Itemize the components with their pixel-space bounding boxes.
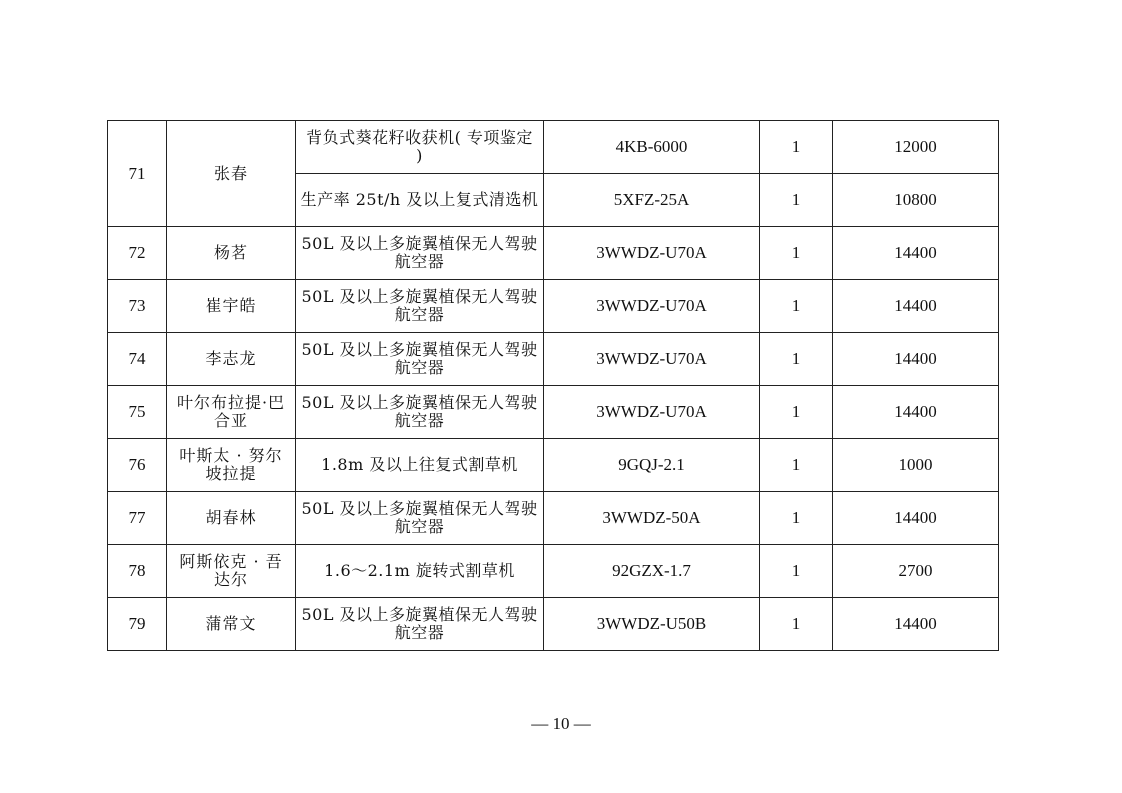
cell-machine-model: 92GZX-1.7 xyxy=(544,545,760,598)
cell-serial-number: 73 xyxy=(108,280,167,333)
cell-subsidy-amount: 1000 xyxy=(833,439,999,492)
page-number: — 10 — xyxy=(531,714,591,733)
table-row xyxy=(108,492,999,545)
cell-applicant-name: 叶尔布拉提·巴合亚 xyxy=(167,386,296,439)
table-row xyxy=(108,280,999,333)
subsidy-table xyxy=(107,120,999,651)
cell-subsidy-amount: 14400 xyxy=(833,598,999,651)
cell-subsidy-amount: 14400 xyxy=(833,386,999,439)
cell-serial-number: 79 xyxy=(108,598,167,651)
cell-quantity: 1 xyxy=(760,174,833,227)
cell-subsidy-amount: 12000 xyxy=(833,121,999,174)
cell-serial-number: 71 xyxy=(108,121,167,227)
cell-machine-item: 1.8m 及以上往复式割草机 xyxy=(296,439,544,492)
table-row xyxy=(108,598,999,651)
table-row xyxy=(108,545,999,598)
cell-quantity: 1 xyxy=(760,280,833,333)
cell-machine-model: 4KB-6000 xyxy=(544,121,760,174)
cell-applicant-name: 李志龙 xyxy=(167,333,296,386)
cell-subsidy-amount: 10800 xyxy=(833,174,999,227)
cell-applicant-name: 阿斯依克 · 吾达尔 xyxy=(167,545,296,598)
cell-applicant-name: 叶斯太 · 努尔坡拉提 xyxy=(167,439,296,492)
cell-serial-number: 75 xyxy=(108,386,167,439)
cell-quantity: 1 xyxy=(760,386,833,439)
cell-quantity: 1 xyxy=(760,598,833,651)
cell-machine-model: 9GQJ-2.1 xyxy=(544,439,760,492)
table-row xyxy=(108,227,999,280)
cell-machine-item: 50L 及以上多旋翼植保无人驾驶航空器 xyxy=(296,333,544,386)
cell-machine-item: 生产率 25t/h 及以上复式清选机 xyxy=(296,174,544,227)
cell-subsidy-amount: 2700 xyxy=(833,545,999,598)
cell-applicant-name: 张春 xyxy=(167,121,296,227)
cell-machine-model: 5XFZ-25A xyxy=(544,174,760,227)
cell-machine-item: 50L 及以上多旋翼植保无人驾驶航空器 xyxy=(296,492,544,545)
cell-machine-item: 50L 及以上多旋翼植保无人驾驶航空器 xyxy=(296,598,544,651)
cell-subsidy-amount: 14400 xyxy=(833,492,999,545)
table-row xyxy=(108,386,999,439)
cell-quantity: 1 xyxy=(760,227,833,280)
table-body xyxy=(108,121,999,651)
cell-applicant-name: 蒲常文 xyxy=(167,598,296,651)
cell-subsidy-amount: 14400 xyxy=(833,280,999,333)
cell-applicant-name: 崔宇皓 xyxy=(167,280,296,333)
cell-serial-number: 77 xyxy=(108,492,167,545)
cell-machine-model: 3WWDZ-U50B xyxy=(544,598,760,651)
cell-quantity: 1 xyxy=(760,333,833,386)
cell-machine-model: 3WWDZ-U70A xyxy=(544,280,760,333)
cell-machine-item: 50L 及以上多旋翼植保无人驾驶航空器 xyxy=(296,280,544,333)
cell-quantity: 1 xyxy=(760,121,833,174)
cell-quantity: 1 xyxy=(760,545,833,598)
cell-quantity: 1 xyxy=(760,492,833,545)
cell-machine-model: 3WWDZ-U70A xyxy=(544,227,760,280)
cell-machine-item: 背负式葵花籽收获机( 专项鉴定 ) xyxy=(296,121,544,174)
cell-serial-number: 74 xyxy=(108,333,167,386)
cell-machine-model: 3WWDZ-U70A xyxy=(544,333,760,386)
cell-serial-number: 78 xyxy=(108,545,167,598)
cell-machine-item: 1.6～2.1m 旋转式割草机 xyxy=(296,545,544,598)
cell-serial-number: 72 xyxy=(108,227,167,280)
cell-subsidy-amount: 14400 xyxy=(833,333,999,386)
cell-machine-item: 50L 及以上多旋翼植保无人驾驶航空器 xyxy=(296,227,544,280)
cell-quantity: 1 xyxy=(760,439,833,492)
table-row xyxy=(108,333,999,386)
cell-machine-item: 50L 及以上多旋翼植保无人驾驶航空器 xyxy=(296,386,544,439)
table-row xyxy=(108,439,999,492)
cell-applicant-name: 杨茗 xyxy=(167,227,296,280)
table-row xyxy=(108,121,999,174)
cell-subsidy-amount: 14400 xyxy=(833,227,999,280)
cell-machine-model: 3WWDZ-U70A xyxy=(544,386,760,439)
cell-applicant-name: 胡春林 xyxy=(167,492,296,545)
cell-serial-number: 76 xyxy=(108,439,167,492)
cell-machine-model: 3WWDZ-50A xyxy=(544,492,760,545)
